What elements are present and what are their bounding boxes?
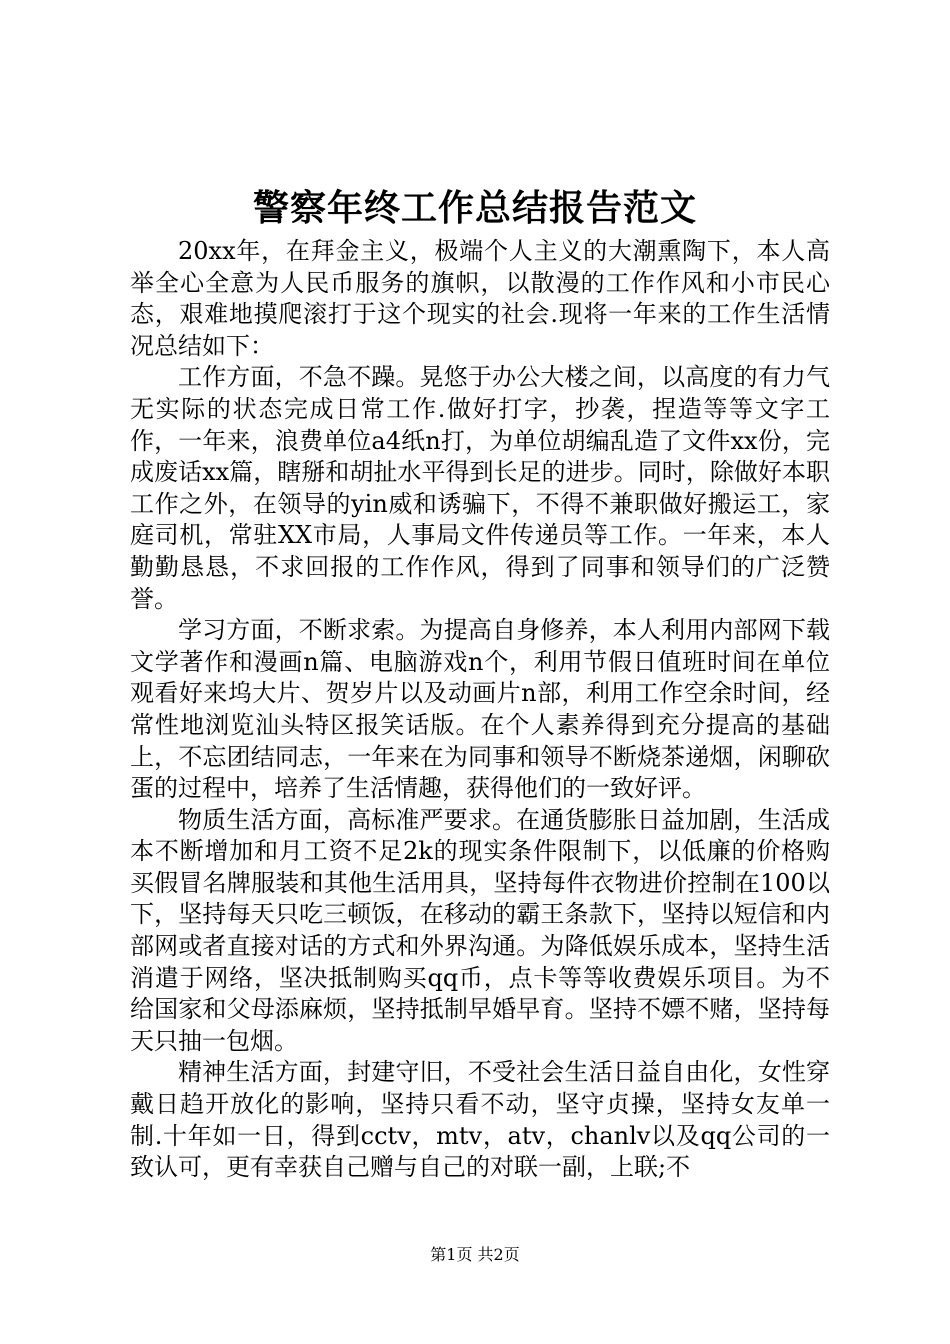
paragraph-material-life: 物质生活方面，高标准严要求。在通货膨胀日益加剧，生活成本不断增加和月工资不足2k的现实条件限制下，以低廉的价格购买假冒名牌服装和其他生活用具，坚持每件衣物进价控制在100以下，坚持每天只吃三顿饭，在移动的霸王条款下，坚持以短信和内部网或者直接对话的方式和外界沟通。为降低娱乐成本，坚持生活消遣于网络，坚决抵制购买qq币，点卡等等收费娱乐项目。为不给国家和父母添麻烦，坚持抵制早婚早育。坚持不嫖不赌，坚持每天只抽一包烟。 bbox=[130, 805, 830, 1055]
paragraph-work: 工作方面，不急不躁。晃悠于办公大楼之间，以高度的有力气无实际的状态完成日常工作.做好打字，抄袭，捏造等等文字工作，一年来，浪费单位a4纸n打，为单位胡编乱造了文件xx份，完成废话xx篇，瞎掰和胡扯水平得到长足的进步。同时，除做好本职工作之外，在领导的yin威和诱骗下，不得不兼职做好搬运工，家庭司机，常驻XX市局，人事局文件传递员等工作。一年来，本人勤勤恳恳，不求回报的工作作风，得到了同事和领导们的广泛赞誉。 bbox=[130, 363, 830, 613]
paragraph-study: 学习方面，不断求索。为提高自身修养，本人利用内部网下载文学著作和漫画n篇、电脑游戏n个，利用节假日值班时间在单位观看好来坞大片、贺岁片以及动画片n部，利用工作空余时间，经常性地浏览汕头特区报笑话版。在个人素养得到充分提高的基础上，不忘团结同志，一年来在为同事和领导不断烧茶递烟，闲聊砍蛋的过程中，培养了生活情趣，获得他们的一致好评。 bbox=[130, 616, 830, 803]
paragraph-intro: 20xx年，在拜金主义，极端个人主义的大潮熏陶下，本人高举全心全意为人民币服务的旗帜，以散漫的工作作风和小市民心态，艰难地摸爬滚打于这个现实的社会.现将一年来的工作生活情况总结如下： bbox=[130, 237, 830, 360]
paragraph-spiritual-life: 精神生活方面，封建守旧，不受社会生活日益自由化，女性穿戴日趋开放化的影响，坚持只看不动，坚守贞操，坚持女友单一制.十年如一日，得到cctv，mtv，atv，chanlv以及qq公司的一致认可，更有幸获自己赠与自己的对联一副，上联;不 bbox=[130, 1058, 830, 1182]
page-number-footer: 第1页 共2页 bbox=[430, 1245, 520, 1264]
document-title: 警察年终工作总结报告范文 bbox=[252, 187, 697, 229]
document-body bbox=[130, 236, 830, 1184]
